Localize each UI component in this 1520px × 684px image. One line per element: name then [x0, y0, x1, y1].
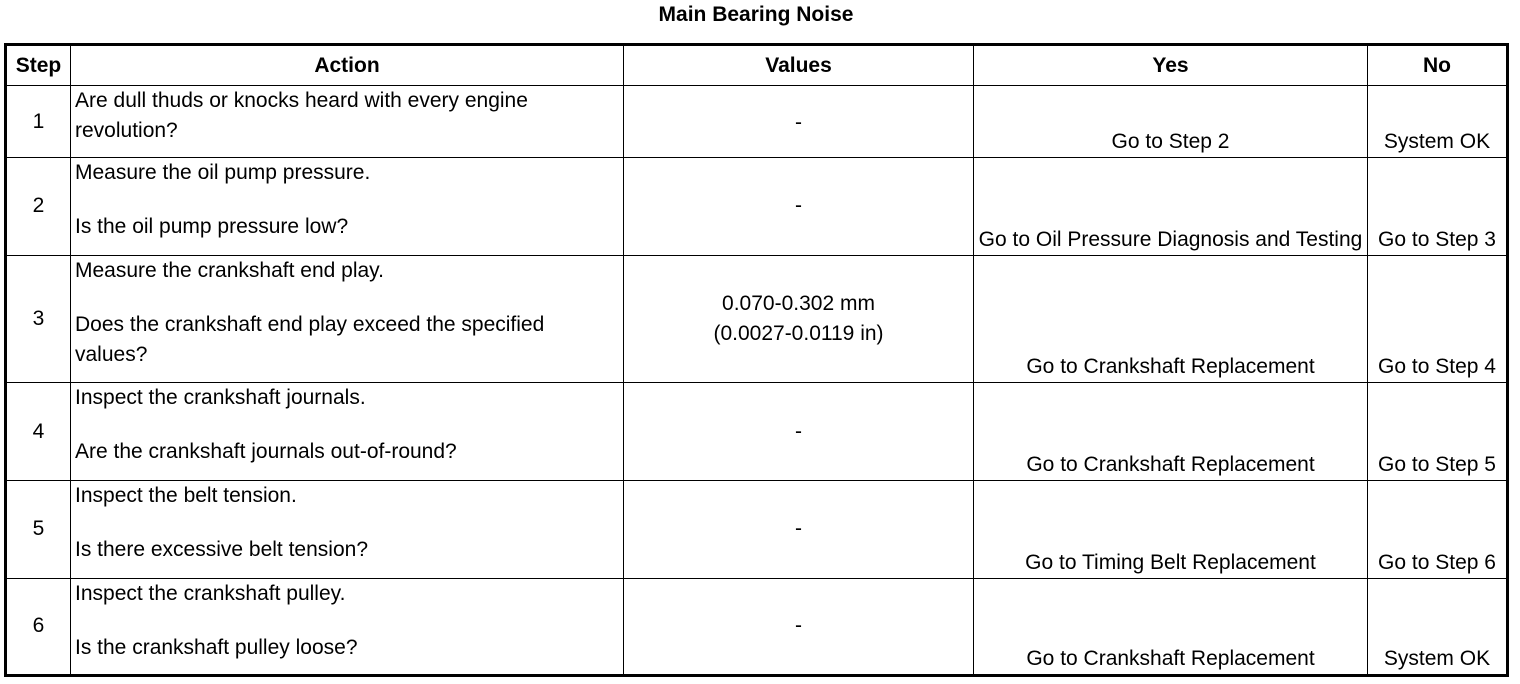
step-number: 3 [6, 255, 71, 382]
action-instruction: Inspect the belt tension. [75, 484, 297, 508]
values-cell [624, 86, 974, 158]
action-instruction: Inspect the crankshaft pulley. [75, 581, 346, 605]
action-cell [71, 481, 624, 578]
column-header-action: Action [71, 45, 624, 86]
no-cell[interactable] [1368, 578, 1508, 675]
table-header-row [6, 45, 1508, 86]
table-row [6, 578, 1508, 675]
yes-cell[interactable] [974, 158, 1368, 255]
yes-link[interactable]: Go to Timing Belt Replacement [1025, 550, 1316, 574]
action-instruction: Measure the oil pump pressure. [75, 161, 371, 185]
yes-link[interactable]: Go to Crankshaft Replacement [1026, 647, 1315, 670]
yes-link[interactable]: Go to Crankshaft Replacement [1026, 354, 1315, 378]
no-link[interactable]: System OK [1383, 130, 1491, 154]
table-row [6, 158, 1508, 255]
action-cell [71, 578, 624, 675]
values-imperial: (0.0027-0.0119 in) [713, 321, 884, 345]
no-cell[interactable] [1368, 481, 1508, 578]
action-cell [71, 382, 624, 480]
yes-cell[interactable] [974, 481, 1368, 578]
yes-link[interactable]: Go to Crankshaft Replacement [1026, 453, 1315, 477]
column-header-step: Step [6, 45, 71, 86]
values-cell [624, 578, 974, 675]
column-header-yes: Yes [974, 45, 1368, 86]
action-question: Does the crankshaft end play exceed the specified values? [75, 312, 545, 366]
no-cell[interactable] [1368, 158, 1508, 255]
values-text: - [795, 194, 802, 218]
column-header-values: Values [624, 45, 974, 86]
no-link[interactable]: Go to Step 4 [1378, 354, 1496, 378]
yes-cell[interactable] [974, 578, 1368, 675]
values-text: - [795, 419, 802, 443]
action-cell [71, 86, 624, 158]
yes-cell[interactable] [974, 382, 1368, 480]
step-number: 4 [6, 382, 71, 480]
column-header-no: No [1368, 45, 1508, 86]
step-number: 1 [6, 86, 71, 158]
yes-cell[interactable] [974, 86, 1368, 158]
yes-link[interactable]: Go to Step 2 [1111, 130, 1230, 154]
values-cell [624, 382, 974, 480]
yes-link[interactable]: Go to Oil Pressure Diagnosis and Testing [978, 227, 1363, 251]
values-text: - [795, 111, 802, 134]
action-question: Is the oil pump pressure low? [75, 215, 349, 239]
no-cell[interactable] [1368, 255, 1508, 382]
table-row [6, 382, 1508, 480]
action-instruction: Measure the crankshaft end play. [75, 258, 384, 282]
table-row [6, 255, 1508, 382]
values-text: - [795, 614, 802, 638]
values-metric: 0.070-0.302 mm [722, 291, 875, 315]
no-link[interactable]: Go to Step 3 [1378, 227, 1496, 251]
values-cell [624, 481, 974, 578]
no-link[interactable]: Go to Step 5 [1378, 453, 1496, 477]
yes-cell[interactable] [974, 255, 1368, 382]
values-text: - [795, 517, 802, 541]
step-number: 6 [6, 578, 71, 675]
action-instruction: Inspect the crankshaft journals. [75, 385, 366, 409]
action-cell [71, 255, 624, 382]
action-cell [71, 158, 624, 255]
table-row [6, 86, 1508, 158]
no-link[interactable]: System OK [1383, 647, 1491, 670]
page-title: Main Bearing Noise [658, 3, 854, 26]
no-cell[interactable] [1368, 382, 1508, 480]
step-number: 2 [6, 158, 71, 255]
no-link[interactable]: Go to Step 6 [1378, 550, 1496, 574]
no-cell[interactable] [1368, 86, 1508, 158]
action-question: Is the crankshaft pulley loose? [75, 635, 358, 659]
diagnostic-table [4, 43, 1509, 677]
values-cell [624, 158, 974, 255]
table-row [6, 481, 1508, 578]
action-question: Is there excessive belt tension? [75, 538, 368, 562]
step-number: 5 [6, 481, 71, 578]
action-question: Are dull thuds or knocks heard with every engine revolution? [75, 89, 528, 142]
values-cell [624, 255, 974, 382]
action-question: Are the crankshaft journals out-of-round? [75, 439, 457, 463]
